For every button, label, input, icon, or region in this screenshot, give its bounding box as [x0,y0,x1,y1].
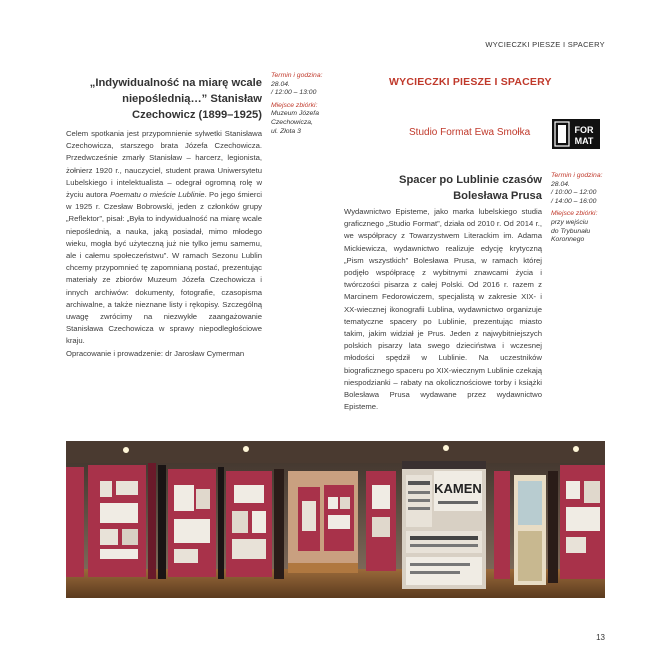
meta-date-label: Termin i godzina: [551,172,603,179]
running-header: WYCIECZKI PIESZE I SPACERY [485,40,605,49]
meta-time: / 14:00 – 16:00 [551,197,597,205]
meta-place-line: do Trybunału [551,227,591,235]
left-article-title: „Indywidualność na miarę wcale niepoślednią…” Stanisław Czechowicz (1899–1925) [89,77,262,121]
meta-time: / 12:00 – 13:00 [271,89,317,97]
poster-text: KAMEN [434,481,482,496]
left-article-meta [271,72,341,136]
exhibition-photo-illustration [66,441,605,598]
meta-place-line: ul. Złota 3 [271,127,301,135]
meta-time: / 10:00 – 12:00 [551,189,597,197]
meta-place-label: Miejsce zbiórki: [551,210,598,218]
meta-date: 28.04. [271,80,290,88]
svg-text:MAT: MAT [574,136,594,146]
left-article-credit: Opracowanie i prowadzenie: dr Jarosław Cymerman [66,348,245,358]
meta-place-label: Miejsce zbiórki: [271,101,318,109]
exhibition-photo [66,441,605,598]
studio-format-logo [552,119,600,149]
meta-date: 28.04. [551,180,570,188]
left-article-paragraph [66,128,262,348]
meta-place-line: przy wejściu [551,218,589,226]
section-title: WYCIECZKI PIESZE I SPACERY [389,76,552,88]
meta-place-line: Koronnego [551,236,585,244]
left-article-body [66,128,262,360]
meta-place-line: Muzeum Józefa [271,110,319,118]
body-text: Celem spotkania jest przypomnienie sylwetki Stanisława Czechowicza, starszego brata Józefa Czechowicza. Przedwcześnie zmarły Stanisław – harcerz, legionista, żołnierz 1920 r., nauczyciel, student prawa Uniwersytetu Lubelskiego i intelektualista – odegrał ogromną rolę w życiu autora [66,129,262,200]
right-article-paragraph: Wydawnictwo Episteme, jako marka lubelskiego studia graficznego „Studio Format”, działa od 2010 r. Od 2014 r., we współpracy z Towarzystwem Literackim im. Adama Mickiewicza, wydawnictwo realizuje edycję krytyczną „Pism wszystkich” Bolesława Prusa, w ramach której podjęło współpracę z wybitnymi znawcami życia i twórczości pisarza z całej Polski. Od 2016 r. razem z Marcinem Fedorowiczem, specjalistą w zakresie XIX- i XX-wiecznej ikonografii Lublina, wydawnictwo organizuje tematyczne spacery po Lublinie, prezentując miasto takim, jakim widział je Prus. Jeden z najwybitniejszych polskich pisarzy lata swego dzieciństwa i wczesnej młodości spędził w Lublinie. Na uczestników biograficznego spaceru po XIX-wiecznym Lublinie czekają niespodzianki – rabaty na okolicznościowe torby i książki Bolesława Prusa wydawane przez wydawnictwo Episteme. [344,207,542,412]
right-article-meta [551,172,621,245]
studio-name: Studio Format Ewa Smołka [409,127,531,138]
book-title-italic: Poematu o mieście Lublinie [109,190,205,200]
format-logo-icon [552,119,600,149]
page-number: 13 [596,633,605,642]
meta-date-label: Termin i godzina: [271,72,323,79]
body-text: . Po jego śmierci w 1925 r. Czesław Bobrowski, jeden z członków grupy „Reflektor”, pisał: „Była to indywidualność na miarę wcale niepoślednią, a nauka, jaką posiadał, mimo młodego wieku, mogła być użyteczną już nie tylko jemu samemu, ale i całemu społeczeństwu”. W ramach Sezonu Lublin chcemy przypomnieć tę zapomnianą postać, prezentując materiały ze zbiorów Muzeum Józefa Czechowicza i innych archiwów: dokumenty, fotografie, czasopisma archiwalne, a także nieznane listy i rękopisy. Szczególną uwagę zwrócimy na niezwykłe zaangażowanie Stanisława Czechowicza w sprawy niepodległościowe kraju. [66,190,263,346]
svg-text:FOR: FOR [574,125,594,135]
meta-place-line: Czechowicza, [271,118,313,126]
right-article-body [344,206,542,413]
right-article-title: Spacer po Lublinie czasów Bolesława Prusa [399,174,542,202]
